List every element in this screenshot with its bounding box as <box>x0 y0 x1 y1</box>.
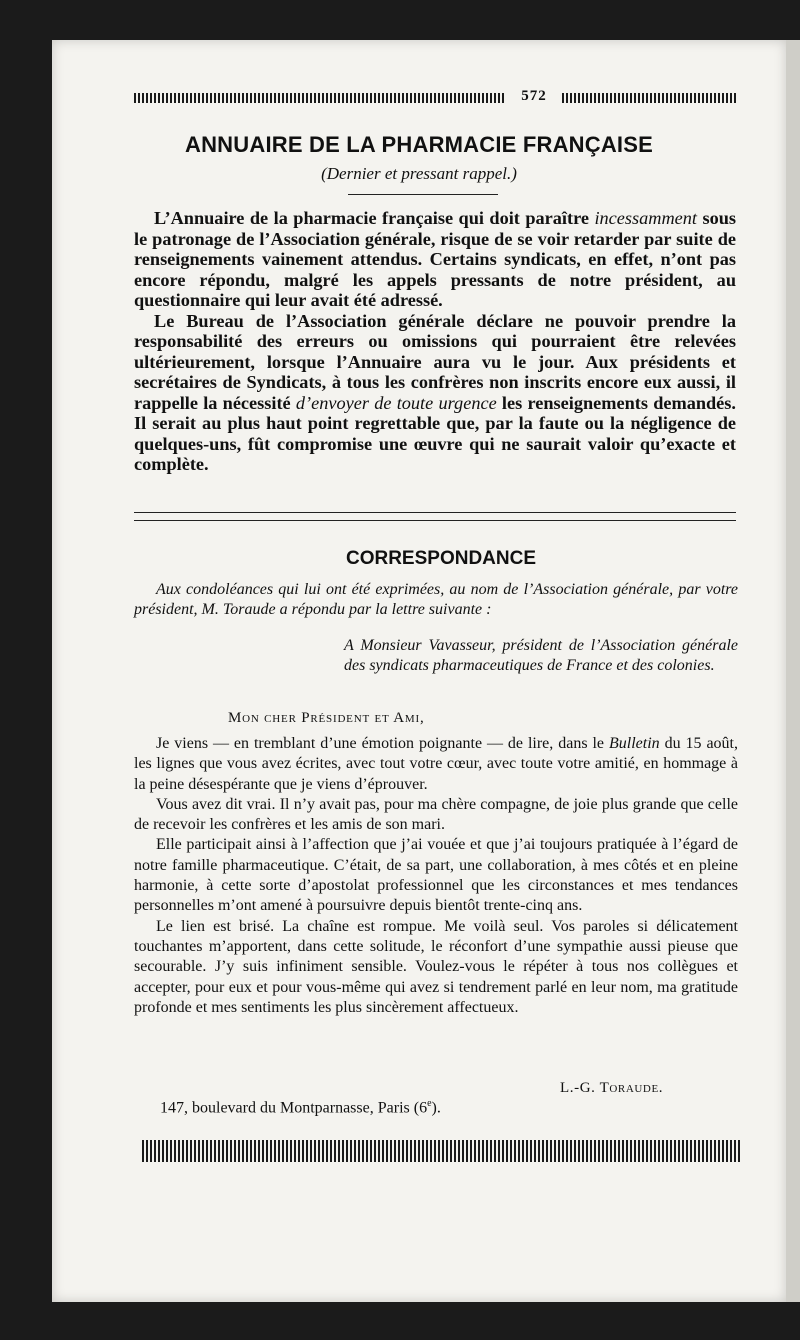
address-text-end: ). <box>431 1099 441 1117</box>
letter-paragraph-4: Le lien est brisé. La chaîne est rompue. Me voilà seul. Vos paroles si délicatement touchantes m’apportent, dans cette solitude, le réconfort d’une sympathie aussi pieuse que secourable. J’y suis infiniment sensible. Voulez-vous le répéter à tous nos collègues et accepter, pour eux et pour vous-même qui avez si tendrement parlé en leur nom, ma gratitude profonde et mes sentiments les plus sincèrement affectueux. <box>134 917 738 1016</box>
announcement-text <box>134 208 736 475</box>
annuaire-subtitle: (Dernier et pressant rappel.) <box>321 164 517 183</box>
address-text: 147, boulevard du Montparnasse, Paris (6 <box>160 1099 428 1117</box>
text-run: L’Annuaire de la pharmacie française qui doit paraître <box>154 208 595 228</box>
letter-addressee: A Monsieur Vavasseur, président de l’Association générale des syndicats pharmaceutiques de France et des colonies. <box>344 637 738 674</box>
subtitle-rule <box>348 194 498 195</box>
text-run: Le Bureau de l’Association générale déclare ne pouvoir prendre la responsabilité des erreurs ou omissions qui pourraient être relevées ultérieurement, lorsque l’Annuaire aura vu le jour. Aux présidents et secrétaires de Syndicats, à tous les confrères non inscrits encore eux aussi, il rappelle la nécessité <box>134 310 736 413</box>
page-number: 572 <box>521 88 547 104</box>
letter-paragraph-2: Vous avez dit vrai. Il n’y avait pas, pour ma chère compagne, de joie plus grande que celle de recevoir les confrères et les amis de son mari. <box>134 795 738 834</box>
page-header <box>134 88 734 110</box>
header-ornament-right <box>562 93 736 103</box>
annuaire-title: ANNUAIRE DE LA PHARMACIE FRANÇAISE <box>185 132 653 157</box>
announcement-paragraph-1 <box>134 208 736 311</box>
address-superscript: e <box>427 1098 432 1109</box>
text-run: Je viens — en tremblant d’une émotion poignante — de lire, dans le <box>156 735 609 752</box>
letter-signature: L.-G. Toraude. <box>560 1080 664 1096</box>
section-divider-top <box>134 512 736 513</box>
header-ornament-left <box>134 93 504 103</box>
letter-body <box>134 734 738 1018</box>
sender-address <box>160 1098 441 1117</box>
correspondance-title: CORRESPONDANCE <box>345 548 537 569</box>
announcement-paragraph-2 <box>134 311 736 475</box>
text-run: du 15 août, les lignes que vous avez écrites, avec tout votre cœur, avec toute votre amitié, en hommage à la peine désespérante que je viens d’éprouver. <box>134 735 739 793</box>
italic-run: d’envoyer de toute urgence <box>295 392 497 413</box>
section-divider-bottom <box>134 520 736 521</box>
footer-ornament <box>142 1140 740 1162</box>
adjacent-page-edge <box>786 40 800 1302</box>
text-run: les renseignements demandés. Il serait au plus haut point regrettable que, par la faute ou la négligence de quelques-uns, fût compromise une œuvre qui ne saurait valoir qu’exacte et complète. <box>134 392 736 474</box>
text-run: sous le patronage de l’Association générale, risque de se voir retarder par suite de renseignements vainement attendus. Certains syndicats, en effet, n’ont pas encore répondu, malgré les appels pressants de notre président, au questionnaire qui leur avait été adressé. <box>134 208 736 310</box>
italic-run: Bulletin <box>608 735 660 752</box>
letter-paragraph-3: Elle participait ainsi à l’affection que j’ai vouée et que j’ai toujours pratiquée à l’égard de notre famille pharmaceutique. C’était, de sa part, une collaboration, à mes côtés et en pleine harmonie, à cette sorte d’apostolat professionnel que les circonstances et mes tendances personnelles m’ont amené à poursuivre depuis bientôt trente-cinq ans. <box>134 836 738 915</box>
italic-run: incessamment <box>594 208 697 228</box>
letter-salutation: Mon cher Président et Ami, <box>228 710 425 726</box>
correspondance-intro <box>134 580 738 620</box>
intro-text: Aux condoléances qui lui ont été exprimées, au nom de l’Association générale, par votre président, M. Toraude a répondu par la lettre suivante : <box>134 581 738 618</box>
document-page <box>52 40 786 1302</box>
letter-paragraph-1 <box>134 734 738 795</box>
